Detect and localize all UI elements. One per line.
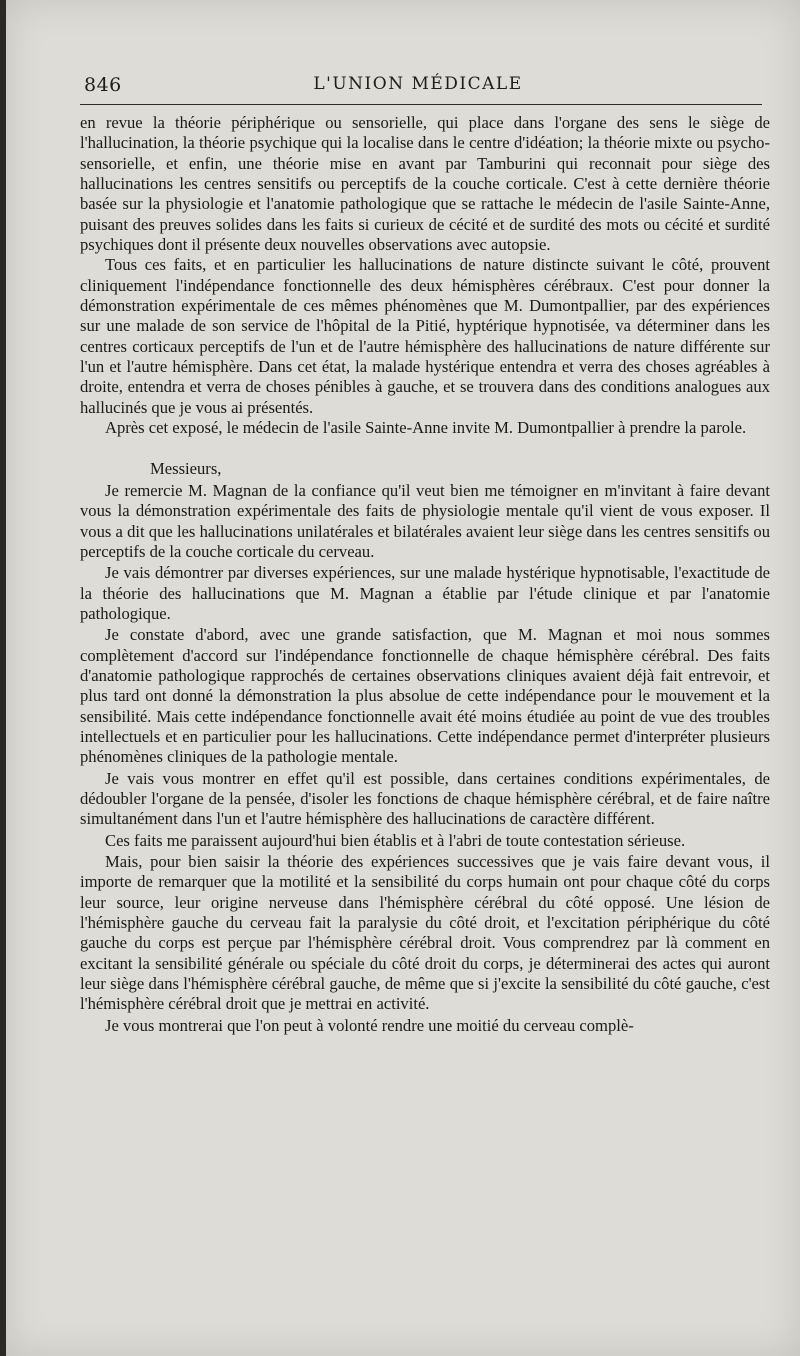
paragraph: Je remercie M. Magnan de la confiance qu'il veut bien me témoigner en m'invitant à faire devant vous la démonstration expérimentale des faits de physiologie mentale qu'il vient de vous exposer. Il vous a dit que les hallucinations unilatérales et bilatérales avaient leur siège dans les centres sensitifs ou perceptifs de la couche corticale du cerveau. (80, 480, 770, 561)
paragraph: Ces faits me paraissent aujourd'hui bien établis et à l'abri de toute contestation sérieuse. (105, 830, 686, 850)
running-title: L'UNION MÉDICALE (313, 74, 523, 94)
paragraph: Je constate d'abord, avec une grande satisfaction, que M. Magnan et moi nous sommes complètement d'accord sur l'indépendance fonctionnelle de chaque hémisphère cérébral. Des faits d'anatomie pathologique rapprochés de certaines observations cliniques avaient déjà fait entrevoir, et plus tard ont donné la démonstration la plus absolue de cette indépendance pour le mouvement et la sensibilité. Mais cette indépendance fonctionnelle avait été moins étudiée au point de vue des troubles intellectuels et en particulier pour les hallucinations. Cette indépendance permet d'interpréter plusieurs phénomènes cliniques de la pathologie mentale. (80, 625, 770, 767)
paragraph-continued: en revue la théorie périphérique ou sensorielle, qui place dans l'organe des sens le siège de l'hallucination, la théorie psychique qui la localise dans le centre d'idéation; la théorie mixte ou psycho-sensorielle, et enfin, une théorie mise en avant par Tamburini qui reconnait pour siège des hallucinations les centres sensitifs ou perceptifs de la couche corticale. C'est à cette dernière théorie basée sur la physiologie et l'anatomie pathologique que se rattache le médecin de l'asile Sainte-Anne, puisant des preuves solides dans les faits si curieux de cécité et de surdité des mots ou cécité et surdité psychiques dont il présente deux nouvelles observations avec autopsie. (80, 113, 770, 255)
header-rule (80, 104, 762, 105)
document-page (6, 0, 800, 1356)
page-number: 846 (84, 74, 122, 96)
page-header (78, 70, 758, 98)
paragraph: Je vous montrerai que l'on peut à volonté rendre une moitié du cerveau complè- (105, 1015, 634, 1035)
paragraph: Tous ces faits, et en particulier les hallucinations de nature distincte suivant le côté, prouvent cliniquement l'indépendance fonctionnelle des deux hémisphères cérébraux. C'est pour donner la démonstration expérimentale de ces mêmes phénomènes que M. Dumontpallier, par des expériences sur une malade de son service de l'hôpital de la Pitié, hyptérique hypnotisée, va déterminer dans les centres corticaux perceptifs de l'un et de l'autre hémisphère des hallucinations de nature différente sur l'un et l'autre hémisphère. Dans cet état, la malade hystérique entendra et verra des choses agréables à droite, entendra et verra de choses pénibles à gauche, et se trouvera dans des conditions analogues aux hallucinés que je vous ai présentés. (80, 255, 770, 417)
paragraph: Mais, pour bien saisir la théorie des expériences successives que je vais faire devant vous, il importe de remarquer que la motilité et la sensibilité du corps humain ont pour chaque côté du corps leur source, leur origine nerveuse dans l'hémisphère cérébral du côté opposé. Une lésion de l'hémisphère gauche du cerveau fait la paralysie du côté droit, et l'excitation périphérique du côté gauche du corps est perçue par l'hémisphère cérébral droit. Vous comprendrez par là comment en excitant la sensibilité générale ou spéciale du côté droit du corps, je déterminerai des actes qui auront leur siège dans l'hémisphère cérébral gauche, de même que si j'excite la sensibilité du côté gauche, c'est l'hémisphère cérébral droit que je mettrai en activité. (80, 852, 770, 1014)
paragraph: Après cet exposé, le médecin de l'asile Sainte-Anne invite M. Dumontpallier à prendre la parole. (105, 418, 747, 438)
article-body (80, 113, 770, 1036)
salutation: Messieurs, (150, 458, 222, 478)
paragraph: Je vais vous montrer en effet qu'il est possible, dans certaines conditions expérimentales, de dédoubler l'organe de la pensée, d'isoler les fonctions de chaque hémisphère cérébral, et de faire naître simultanément dans l'un et l'autre hémisphère des hallucinations de caractère différent. (80, 768, 770, 829)
paragraph: Je vais démontrer par diverses expériences, sur une malade hystérique hypnotisable, l'exactitude de la théorie des hallucinations que M. Magnan a établie par l'étude clinique et par l'anatomie pathologique. (80, 563, 770, 623)
